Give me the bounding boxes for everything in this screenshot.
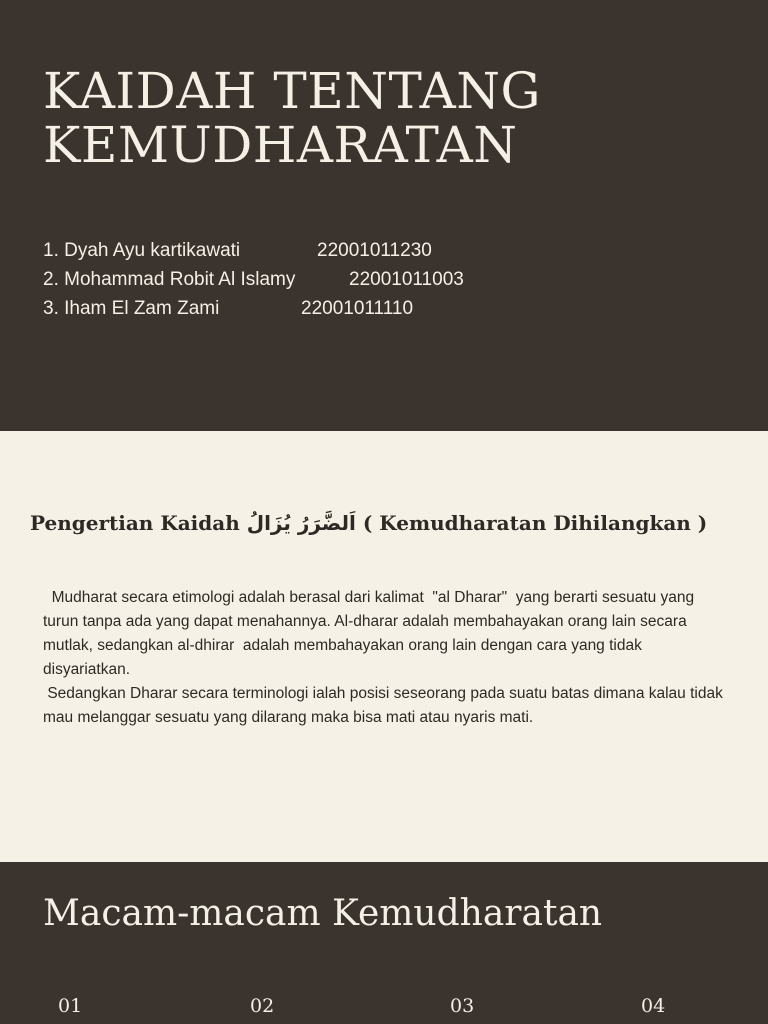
member-list (43, 236, 464, 323)
member-id: 22001011110 (301, 298, 414, 319)
member-id: 22001011003 (349, 269, 464, 290)
main-title-line-2: KEMUDHARATAN (43, 116, 518, 174)
type-number-3: 03 (450, 995, 475, 1017)
member-item (43, 236, 464, 265)
definition-slide (0, 431, 768, 862)
definition-heading-arabic: اَلضَّرَرُ يُزَالُ (246, 511, 356, 535)
member-name: 1. Dyah Ayu kartikawati (43, 240, 241, 261)
types-title: Macam-macam Kemudharatan (43, 893, 603, 934)
definition-heading (30, 509, 750, 537)
member-id: 22001011230 (317, 240, 432, 261)
definition-paragraph-etymology: Mudharat secara etimologi adalah berasal dari kalimat "al Dharar" yang berarti sesuatu yang turun tanpa ada yang dapat menahannya. Al-dharar adalah membahayakan orang lain secara mutlak, sedangkan al-dhirar adalah membahayakan orang lain dengan cara yang tidak disyariatkan. (43, 589, 699, 678)
member-name: 2. Mohammad Robit Al Islamy (43, 269, 296, 290)
type-number-4: 04 (641, 995, 666, 1017)
main-title (43, 64, 723, 172)
definition-body (43, 586, 728, 730)
definition-paragraph-terminology: Sedangkan Dharar secara terminologi ialah posisi seseorang pada suatu batas dimana kalau tidak mau melanggar sesuatu yang dilarang maka bisa mati atau nyaris mati. (43, 685, 728, 726)
type-number-2: 02 (250, 995, 275, 1017)
type-number-1: 01 (58, 995, 83, 1017)
types-slide (0, 862, 768, 1024)
title-slide (0, 0, 768, 431)
member-name: 3. Iham El Zam Zami (43, 298, 220, 319)
main-title-line-1: KAIDAH TENTANG (43, 62, 541, 120)
member-item (43, 265, 464, 294)
member-item (43, 294, 464, 323)
definition-heading-suffix: ( Kemudharatan Dihilangkan ) (362, 511, 708, 535)
definition-heading-prefix: Pengertian Kaidah (30, 511, 240, 535)
